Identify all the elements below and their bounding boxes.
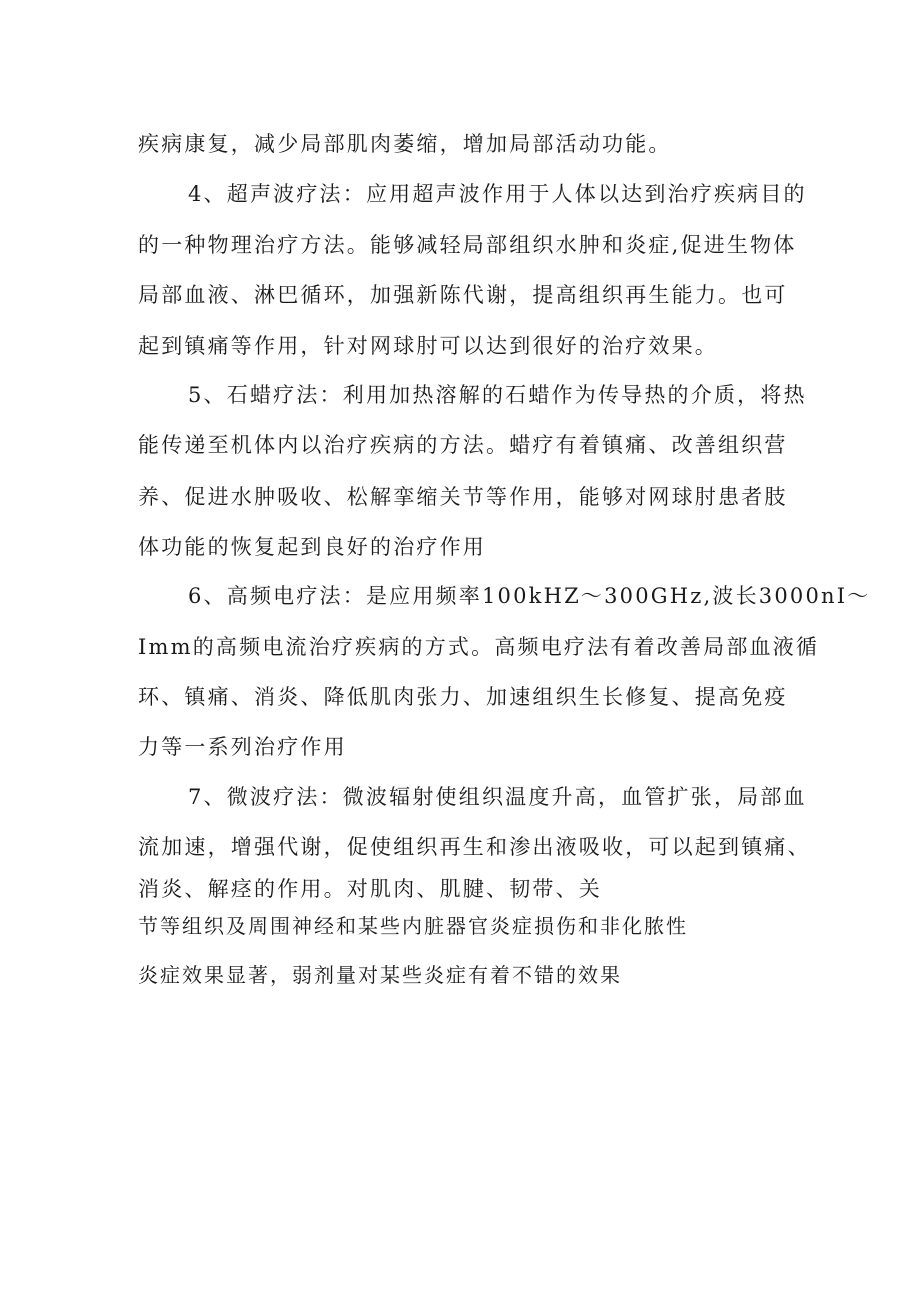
text-line: 4、超声波疗法：应用超声波作用于人体以达到治疗疾病目的 — [188, 182, 807, 206]
text-line: 节等组织及周围神经和某些内脏器官炎症损伤和非化脓性 — [138, 914, 688, 938]
text-line: 流加速，增强代谢，促使组织再生和渗出液吸收，可以起到镇痛、 — [138, 835, 811, 859]
text-line: 起到镇痛等作用，针对网球肘可以达到很好的治疗效果。 — [138, 334, 718, 358]
text-line: 环、镇痛、消炎、降低肌肉张力、加速组织生长修复、提高免疫 — [138, 685, 788, 709]
text-line: 养、促进水肿吸收、松解挛缩关节等作用，能够对网球肘患者肢 — [138, 485, 788, 509]
text-line: 的一种物理治疗方法。能够减轻局部组织水肿和炎症,促进生物体 — [138, 233, 797, 257]
text-line: 炎症效果显著，弱剂量对某些炎症有着不错的效果 — [138, 963, 622, 987]
text-line: 能传递至机体内以治疗疾病的方法。蜡疗有着镇痛、改善组织营 — [138, 433, 788, 457]
text-line: 疾病康复，减少局部肌肉萎缩，增加局部活动功能。 — [138, 132, 672, 156]
text-line: 5、石蜡疗法：利用加热溶解的石蜡作为传导热的介质，将热 — [188, 383, 807, 407]
text-line: 7、微波疗法：微波辐射使组织温度升高，血管扩张，局部血 — [188, 785, 807, 809]
text-line: Imm的高频电流治疗疾病的方式。高频电疗法有着改善局部血液循 — [138, 635, 820, 659]
text-line: 局部血液、淋巴循环，加强新陈代谢，提高组织再生能力。也可 — [138, 283, 788, 307]
text-line: 6、高频电疗法：是应用频率100kHZ～300GHz,波长3000nI～ — [188, 584, 871, 608]
text-line: 体功能的恢复起到良好的治疗作用 — [138, 535, 486, 559]
text-line: 力等一系列治疗作用 — [138, 735, 347, 759]
text-line: 消炎、解痉的作用。对肌肉、肌腱、韧带、关 — [138, 877, 602, 901]
